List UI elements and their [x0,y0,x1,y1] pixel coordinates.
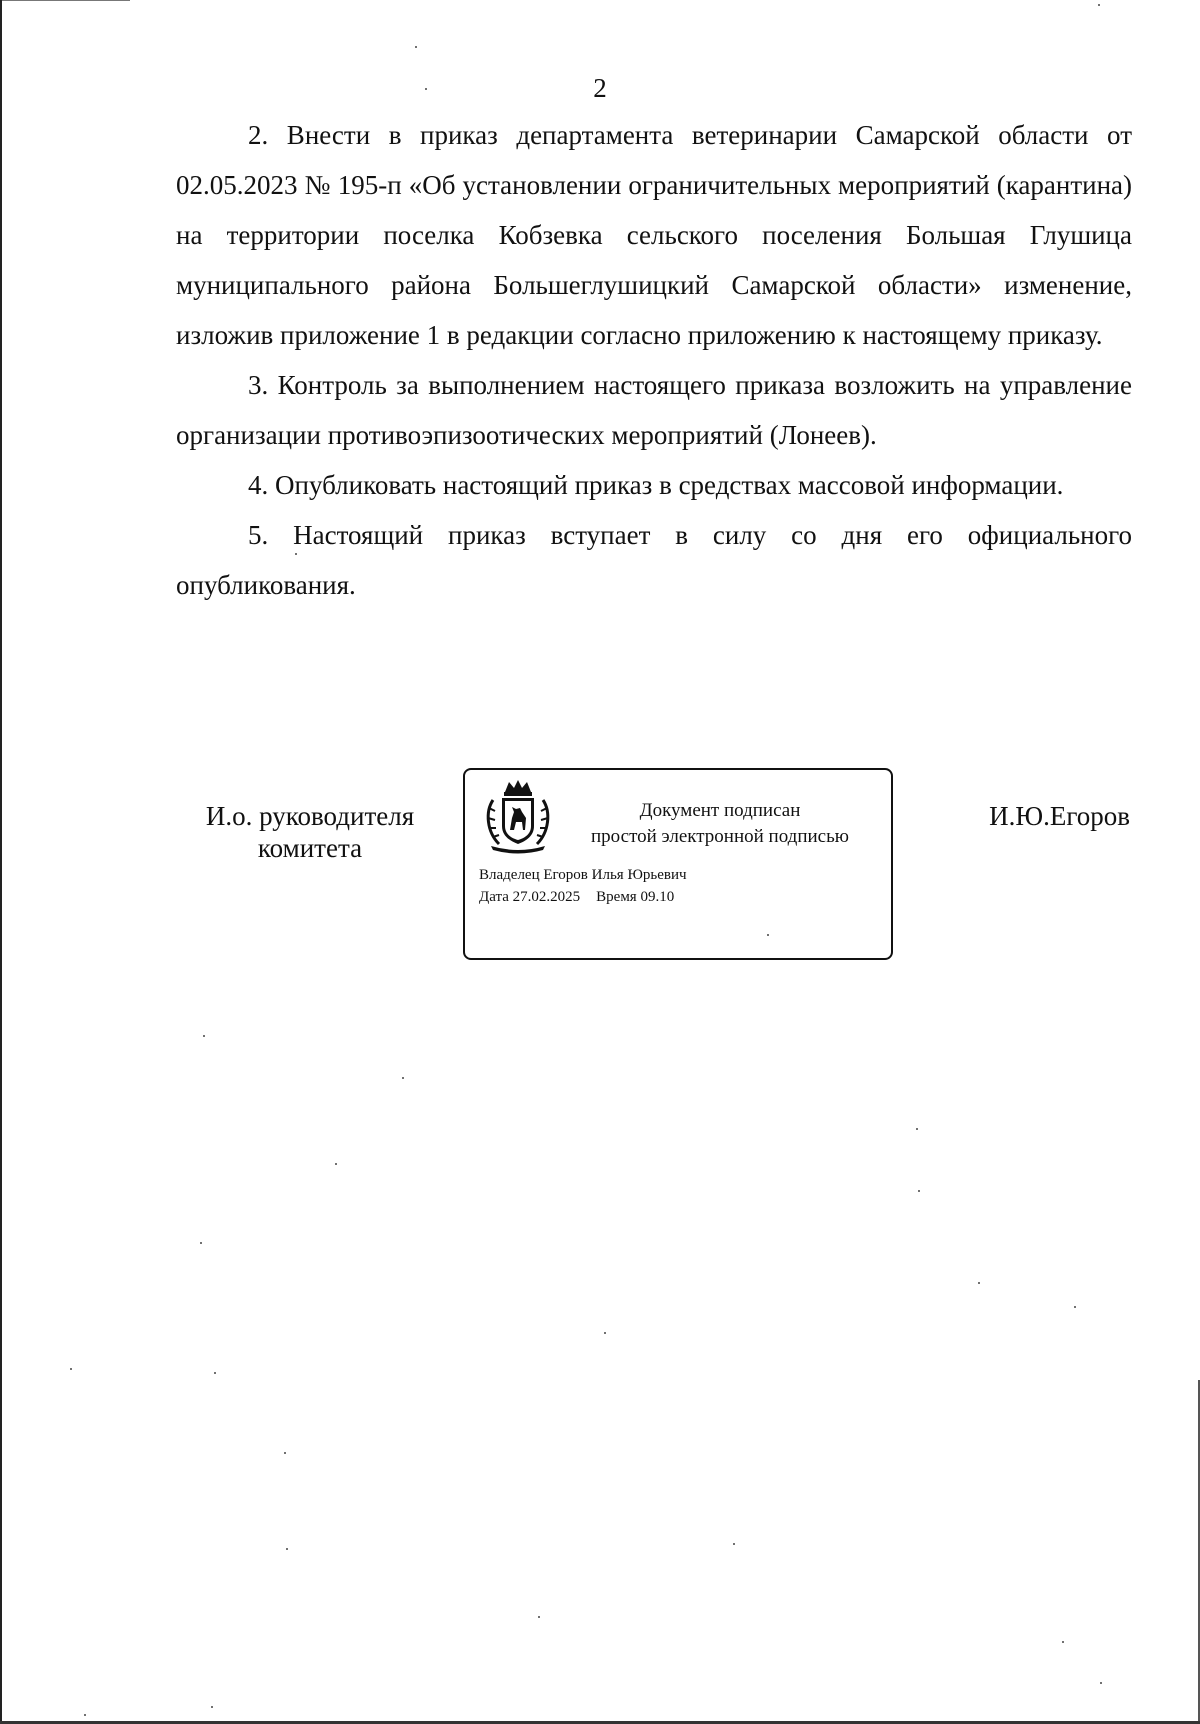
page-number: 2 [593,73,607,103]
paragraph-3: 3. Контроль за выполнением настоящего приказа возложить на управление организации противоэпизоотических мероприятий (Лонеев). [176,370,1132,450]
stamp-heading-line1: Документ подписан [639,800,801,821]
scan-speck [1074,1306,1076,1308]
scan-speck [1098,4,1100,6]
scan-edge-left [0,0,2,1724]
scan-speck [402,1077,404,1079]
paragraph-5: 5. Настоящий приказ вступает в силу со дня его официального опубликования. [176,520,1132,600]
scan-speck [200,1242,202,1244]
stamp-date-row [479,886,674,908]
scan-speck [415,46,417,48]
scan-speck [425,88,427,90]
scan-speck [733,1543,735,1545]
paragraph-2: 2. Внести в приказ департамента ветеринарии Самарской области от 02.05.2023 № 195-п «Об установлении ограничительных мероприятий (карантина) на территории поселка Кобзевка сельского поселения Большая Глушица муниципального района Большеглушицкий Самарской области» изменение, изложив приложение 1 в редакции согласно приложению к настоящему приказу. [176,120,1132,350]
paragraph-4: 4. Опубликовать настоящий приказ в средствах массовой информации. [248,470,1064,500]
document-body [176,110,1132,610]
scan-speck [604,1332,606,1334]
scan-speck [918,1190,920,1192]
scan-speck [767,934,769,936]
scan-speck [916,1128,918,1130]
scan-speck [214,1372,216,1374]
scan-speck [1062,1641,1064,1643]
signatory-position [180,800,440,864]
e-signature-stamp [463,768,893,960]
signatory-position-line1: И.о. руководителя [205,801,415,831]
scan-speck [203,1035,205,1037]
scan-speck [335,1163,337,1165]
scan-speck [538,1616,540,1618]
scan-speck [70,1368,72,1370]
scan-speck [284,1452,286,1454]
scan-speck [295,553,297,555]
scan-speck [211,1706,213,1708]
scan-speck [84,1714,86,1716]
scan-speck [286,1548,288,1550]
signatory-position-line2: комитета [257,833,363,863]
signatory-name: И.Ю.Егоров [989,801,1130,831]
stamp-heading [565,798,875,850]
stamp-date: Дата 27.02.2025 [479,889,581,905]
scan-edge-top [0,0,130,1]
stamp-time: Время 09.10 [596,889,675,905]
scan-speck [1100,1682,1102,1684]
stamp-heading-line2: простой электронной подписью [591,826,849,847]
samara-coat-of-arms-icon [483,778,553,854]
stamp-owner: Владелец Егоров Илья Юрьевич [479,867,687,883]
scan-speck [978,1282,980,1284]
